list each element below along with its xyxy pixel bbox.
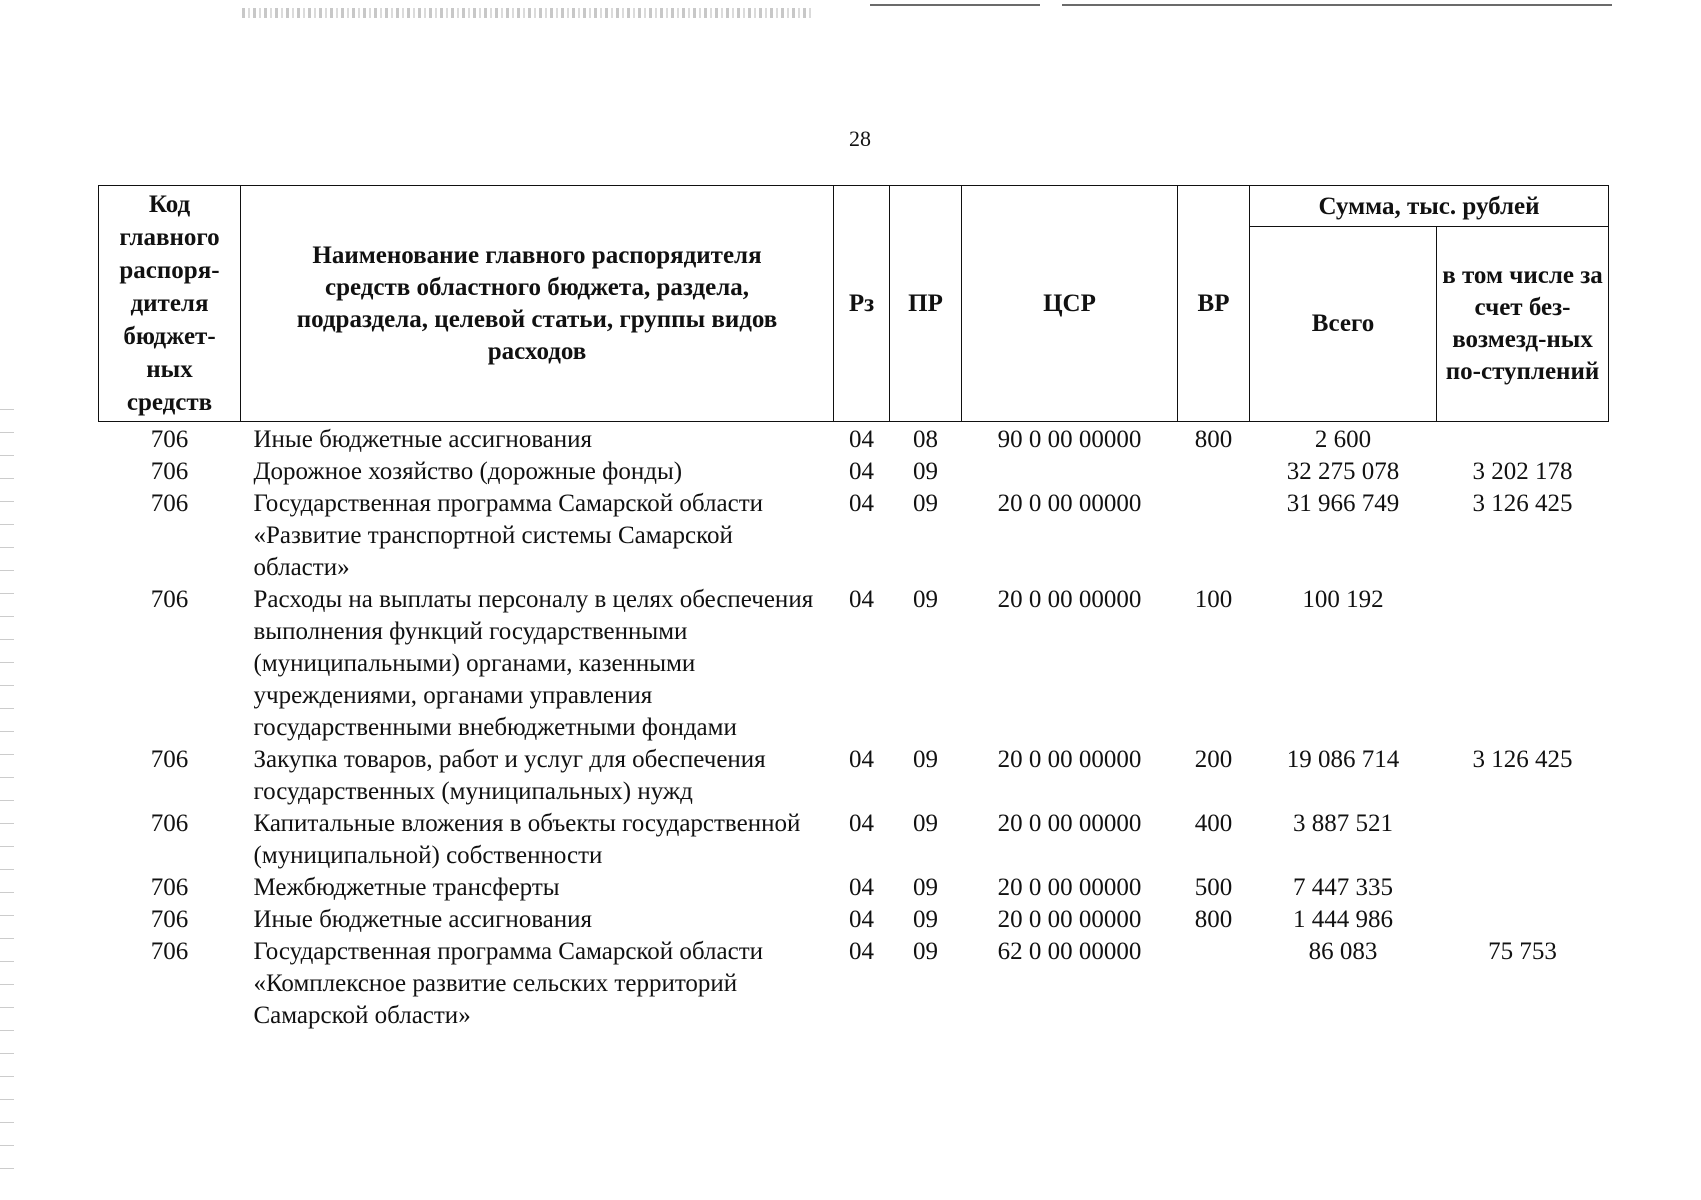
scan-artifact-left-edge (0, 400, 14, 1180)
header-rz: Рз (834, 186, 890, 422)
cell-vr (1178, 936, 1250, 1032)
cell-total: 86 083 (1308, 938, 1378, 965)
cell-grants (1437, 584, 1609, 744)
cell-code: 706 (150, 810, 189, 837)
cell-total: 2 600 (1314, 426, 1372, 453)
cell-pr: 09 (913, 874, 938, 901)
cell-vr: 800 (1194, 426, 1233, 453)
cell-total: 1 444 986 (1293, 906, 1393, 933)
cell-name: Иные бюджетные ассигнования (253, 906, 593, 933)
cell-rz: 04 (849, 746, 874, 773)
cell-csr: 20 0 00 00000 (997, 490, 1142, 517)
cell-total: 3 887 521 (1293, 810, 1393, 837)
cell-code: 706 (150, 906, 189, 933)
cell-code: 706 (150, 458, 189, 485)
cell-grants (1437, 872, 1609, 904)
scan-rule (870, 4, 1040, 6)
cell-rz: 04 (849, 458, 874, 485)
cell-vr: 500 (1194, 874, 1233, 901)
cell-rz: 04 (849, 938, 874, 965)
cell-vr (1178, 488, 1250, 584)
cell-name: Закупка товаров, работ и услуг для обеспечения государственных (муниципальных) нужд (253, 746, 766, 805)
header-pr: ПР (890, 186, 962, 422)
cell-name: Государственная программа Самарской области «Развитие транспортной системы Самарской области» (253, 490, 763, 581)
cell-pr: 09 (913, 458, 938, 485)
scan-artifact-top (242, 8, 812, 18)
cell-csr: 20 0 00 00000 (997, 586, 1142, 613)
table-row (99, 584, 1609, 744)
cell-grants: 3 126 425 (1472, 490, 1573, 517)
page-number: 28 (849, 126, 871, 151)
header-total: Всего (1250, 227, 1437, 422)
cell-pr: 09 (913, 746, 938, 773)
header-grants: в том числе за счет без-возмезд-ных по-ступлений (1437, 227, 1609, 422)
cell-code: 706 (150, 490, 189, 517)
cell-grants (1437, 422, 1609, 457)
cell-vr: 100 (1194, 586, 1233, 613)
cell-grants: 75 753 (1488, 938, 1557, 965)
cell-pr: 09 (913, 810, 938, 837)
cell-grants (1437, 904, 1609, 936)
cell-vr: 800 (1194, 906, 1233, 933)
table-row (99, 872, 1609, 904)
table-body (99, 422, 1609, 1033)
cell-pr: 09 (913, 938, 938, 965)
cell-rz: 04 (849, 906, 874, 933)
table-row (99, 904, 1609, 936)
cell-name: Капитальные вложения в объекты государственной (муниципальной) собственности (253, 810, 801, 869)
cell-pr: 08 (913, 426, 938, 453)
table-row (99, 936, 1609, 1032)
cell-code: 706 (150, 938, 189, 965)
cell-code: 706 (150, 874, 189, 901)
cell-rz: 04 (849, 426, 874, 453)
cell-name: Иные бюджетные ассигнования (253, 426, 593, 453)
cell-csr: 90 0 00 00000 (997, 426, 1142, 453)
cell-csr: 20 0 00 00000 (997, 810, 1142, 837)
table-row (99, 456, 1609, 488)
cell-vr: 200 (1194, 746, 1233, 773)
cell-rz: 04 (849, 490, 874, 517)
cell-code: 706 (150, 426, 189, 453)
cell-rz: 04 (849, 810, 874, 837)
table-row (99, 422, 1609, 457)
cell-total: 100 192 (1302, 586, 1384, 613)
cell-code: 706 (150, 586, 189, 613)
cell-pr: 09 (913, 490, 938, 517)
cell-total: 19 086 714 (1286, 746, 1400, 773)
cell-total: 32 275 078 (1286, 458, 1400, 485)
cell-csr (962, 456, 1178, 488)
scan-rule (1062, 4, 1612, 6)
cell-name: Государственная программа Самарской области «Комплексное развитие сельских территорий Самарской области» (253, 938, 763, 1029)
cell-csr: 20 0 00 00000 (997, 874, 1142, 901)
cell-total: 31 966 749 (1286, 490, 1400, 517)
header-sum-group: Сумма, тыс. рублей (1250, 186, 1609, 227)
header-name: Наименование главного распорядителя средств областного бюджета, раздела, подраздела, целевой статьи, группы видов расходов (241, 186, 834, 422)
cell-code: 706 (150, 746, 189, 773)
cell-pr: 09 (913, 906, 938, 933)
cell-vr: 400 (1194, 810, 1233, 837)
cell-csr: 20 0 00 00000 (997, 906, 1142, 933)
cell-name: Дорожное хозяйство (дорожные фонды) (253, 458, 683, 485)
cell-name: Расходы на выплаты персоналу в целях обеспечения выполнения функций государственными (муниципальными) органами, казенными учреждениями, органами управления государственными внебюджетными фондами (253, 586, 814, 741)
cell-rz: 04 (849, 874, 874, 901)
table-header (99, 186, 1609, 422)
budget-table (98, 185, 1609, 1032)
cell-csr: 20 0 00 00000 (997, 746, 1142, 773)
header-csr: ЦСР (962, 186, 1178, 422)
table-row (99, 808, 1609, 872)
table-row (99, 744, 1609, 808)
cell-grants: 3 126 425 (1472, 746, 1573, 773)
table-row (99, 488, 1609, 584)
cell-total: 7 447 335 (1293, 874, 1393, 901)
cell-grants (1437, 808, 1609, 872)
cell-grants: 3 202 178 (1472, 458, 1573, 485)
cell-csr: 62 0 00 00000 (997, 938, 1142, 965)
cell-rz: 04 (849, 586, 874, 613)
header-vr: ВР (1178, 186, 1250, 422)
cell-pr: 09 (913, 586, 938, 613)
cell-vr (1178, 456, 1250, 488)
cell-name: Межбюджетные трансферты (253, 874, 560, 901)
header-code: Код главного распоря-дителя бюджет-ных средств (99, 186, 241, 422)
